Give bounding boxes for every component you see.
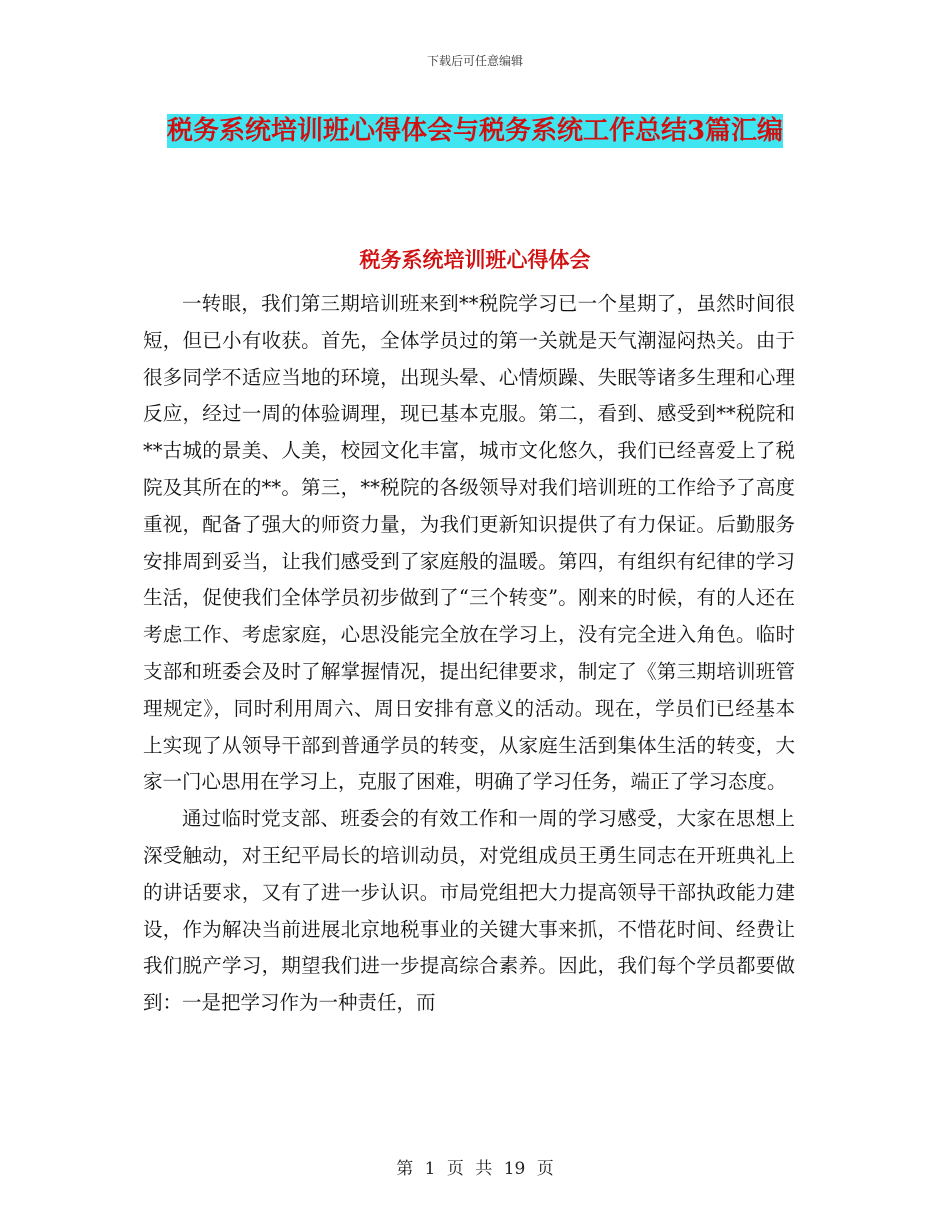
document-title-text: 税务系统培训班心得体会与税务系统工作总结3篇汇编 [166, 116, 784, 146]
section-title: 税务系统培训班心得体会 [359, 247, 591, 272]
body-paragraph: 一转眼，我们第三期培训班来到**税院学习已一个星期了，虽然时间很短，但已小有收获。首先，全体学员过的第一关就是天气潮湿闷热关。由于很多同学不适应当地的环境，出现头晕、心情烦躁、失眠等诸多生理和心理反应，经过一周的体验调理，现已基本克服。第二，看到、感受到**税院和**古城的景美、人美，校园文化丰富，城市文化悠久，我们已经喜爱上了税院及其所在的**。第三，**税院的各级领导对我们培训班的工作给予了高度重视，配备了强大的师资力量，为我们更新知识提供了有力保证。后勤服务安排周到妥当，让我们感受到了家庭般的温暖。第四，有组织有纪律的学习生活，促使我们全体学员初步做到了“三个转变”。刚来的时候，有的人还在考虑工作、考虑家庭，心思没能完全放在学习上，没有完全进入角色。临时支部和班委会及时了解掌握情况，提出纪律要求，制定了《第三期培训班管理规定》，同时利用周六、周日安排有意义的活动。现在，学员们已经基本上实现了从领导干部到普通学员的转变，从家庭生活到集体生活的转变，大家一门心思用在学习上，克服了困难，明确了学习任务，端正了学习态度。 [143, 292, 795, 794]
header-note: 下载后可任意编辑 [426, 54, 523, 68]
document-body [143, 286, 795, 1022]
document-title [145, 106, 805, 156]
body-paragraph: 通过临时党支部、班委会的有效工作和一周的学习感受，大家在思想上深受触动，对王纪平局长的培训动员，对党组成员王勇生同志在开班典礼上的讲话要求，又有了进一步认识。市局党组把大力提高领导干部执政能力建设，作为解决当前进展北京地税事业的关键大事来抓，不惜花时间、经费让我们脱产学习，期望我们进一步提高综合素养。因此，我们每个学员都要做到：一是把学习作为一种责任，而 [143, 807, 795, 1015]
page-number-footer: 第 1 页 共 19 页 [396, 1159, 554, 1179]
